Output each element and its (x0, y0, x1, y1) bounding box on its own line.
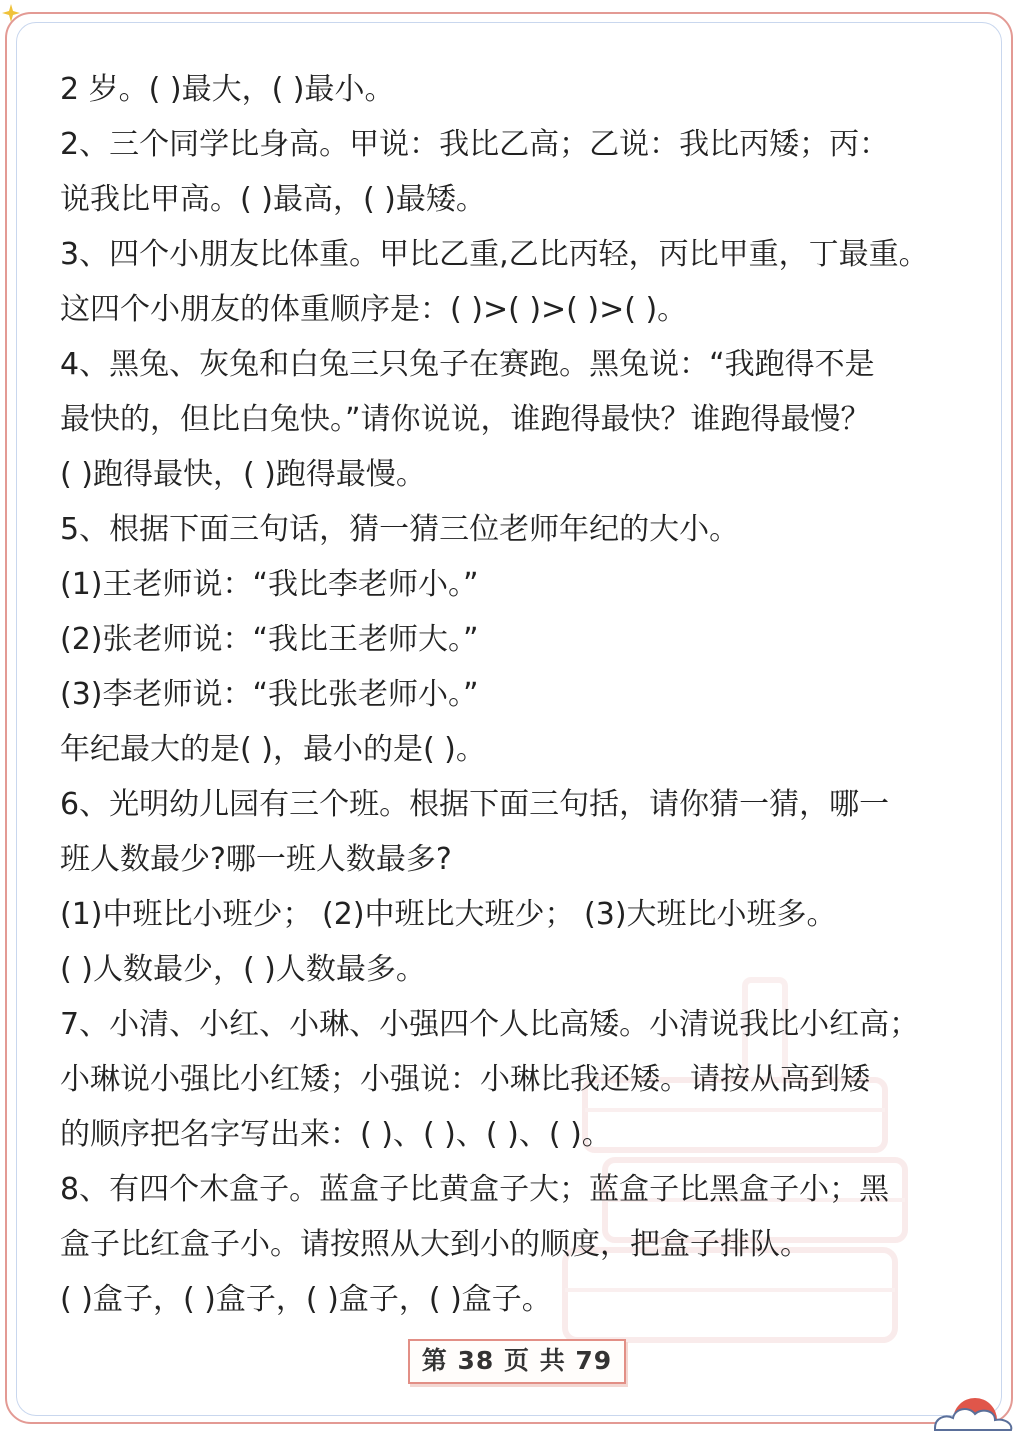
text-line: 2 岁。( )最大，( )最小。 (60, 72, 395, 107)
text-line: 7、小清、小红、小琳、小强四个人比高矮。小清说我比小红高； (60, 1007, 920, 1042)
text-line: 6、光明幼儿园有三个班。根据下面三句括，请你猜一猜，哪一 (60, 787, 890, 822)
text-line: ( )人数最少，( )人数最多。 (60, 952, 426, 987)
text-line: (2)张老师说：“我比王老师大。” (60, 622, 479, 657)
text-line: 这四个小朋友的体重顺序是：( )>( )>( )>( )。 (60, 292, 688, 327)
text-line: 4、黑兔、灰兔和白兔三只兔子在赛跑。黑兔说：“我跑得不是 (60, 347, 875, 382)
text-line: 5、根据下面三句话，猜一猜三位老师年纪的大小。 (60, 512, 740, 547)
text-line: 说我比甲高。( )最高，( )最矮。 (60, 182, 486, 217)
text-line: 3、四个小朋友比体重。甲比乙重,乙比丙轻，丙比甲重，丁最重。 (60, 237, 929, 272)
text-line: 年纪最大的是( )，最小的是( )。 (60, 732, 486, 767)
page-number-badge: 第 38 页 共 79 (408, 1339, 626, 1384)
text-line: ( )跑得最快，( )跑得最慢。 (60, 457, 426, 492)
text-line: 小琳说小强比小红矮；小强说：小琳比我还矮。请按从高到矮 (60, 1062, 870, 1097)
text-line: 班人数最少?哪一班人数最多? (60, 842, 452, 877)
text-line: (1)王老师说：“我比李老师小。” (60, 567, 479, 602)
text-line: (1)中班比小班少； (2)中班比大班少； (3)大班比小班多。 (60, 897, 837, 932)
cloud-sun-icon (925, 1380, 1020, 1432)
text-line: 盒子比红盒子小。请按照从大到小的顺度，把盒子排队。 (60, 1227, 810, 1262)
text-line: 最快的，但比白兔快。”请你说说，谁跑得最快？谁跑得最慢？ (60, 402, 871, 437)
text-line: ( )盒子，( )盒子，( )盒子，( )盒子。 (60, 1282, 552, 1317)
text-line: 的顺序把名字写出来：( )、( )、( )、( )。 (60, 1117, 612, 1152)
text-line: 8、有四个木盒子。蓝盒子比黄盒子大；蓝盒子比黑盒子小；黑 (60, 1172, 890, 1207)
text-line: (3)李老师说：“我比张老师小。” (60, 677, 479, 712)
text-line: 2、三个同学比身高。甲说：我比乙高；乙说：我比丙矮；丙： (60, 127, 890, 162)
worksheet-content (60, 62, 975, 1327)
